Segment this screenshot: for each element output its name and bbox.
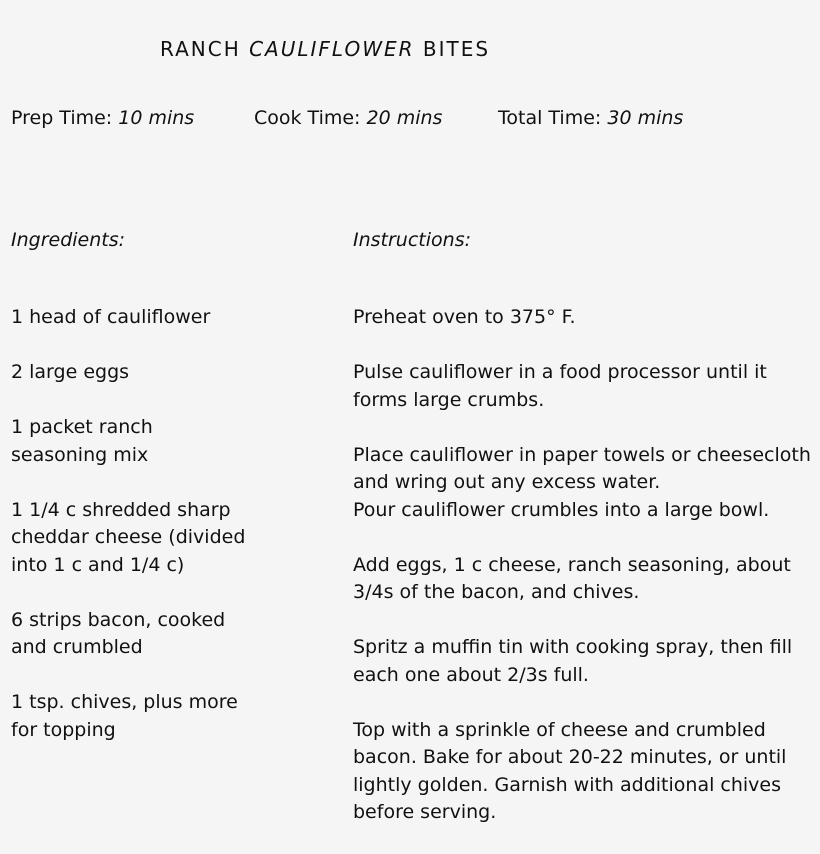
instruction-step: Place cauliflower in paper towels or cheesecloth and wring out any excess water. (353, 443, 811, 493)
ingredient-item: 2 large eggs (11, 361, 130, 383)
instruction-step: Spritz a muffin tin with cooking spray, then fill each one about 2/3s full. (353, 636, 793, 686)
title-part-ranch: RANCH (160, 37, 250, 61)
instruction-step: Top with a sprinkle of cheese and crumbled bacon. Bake for about 20-22 minutes, or until lightly golden. Garnish with additional chives before serving. (353, 718, 787, 823)
instruction-step: Add eggs, 1 c cheese, ranch seasoning, about 3/4s of the bacon, and chives. (353, 553, 791, 603)
total-time-value: 30 mins (607, 107, 684, 129)
ingredients-list (11, 304, 251, 772)
ingredient-item: 6 strips bacon, cooked and crumbled (11, 608, 226, 658)
instruction-step: Preheat oven to 375° F. (353, 306, 576, 328)
instructions-heading: Instructions: (353, 229, 471, 251)
instruction-step: Pour cauliflower crumbles into a large bowl. (353, 498, 770, 521)
recipe-title (160, 36, 490, 62)
cook-time-value: 20 mins (366, 107, 443, 129)
ingredient-item: 1 tsp. chives, plus more for topping (11, 691, 238, 741)
prep-time-label: Prep Time: (11, 107, 119, 129)
ingredients-heading: Ingredients: (11, 229, 126, 251)
cook-time-label: Cook Time: (254, 107, 367, 129)
total-time (498, 105, 683, 131)
ingredient-item: 1 packet ranch seasoning mix (11, 416, 153, 466)
instruction-step: Pulse cauliflower in a food processor until it forms large crumbs. (353, 361, 767, 411)
total-time-label: Total Time: (498, 107, 608, 129)
prep-time (11, 105, 194, 131)
ingredient-item: 1 1/4 c shredded sharp cheddar cheese (divided into 1 c and 1/4 c) (11, 498, 246, 576)
cook-time (254, 105, 442, 131)
title-part-bites: BITES (414, 37, 491, 61)
instructions-list (353, 304, 818, 854)
title-part-cauliflower: CAULIFLOWER (249, 37, 415, 61)
prep-time-value: 10 mins (118, 107, 195, 129)
ingredient-item: 1 head of cauliflower (11, 306, 211, 328)
